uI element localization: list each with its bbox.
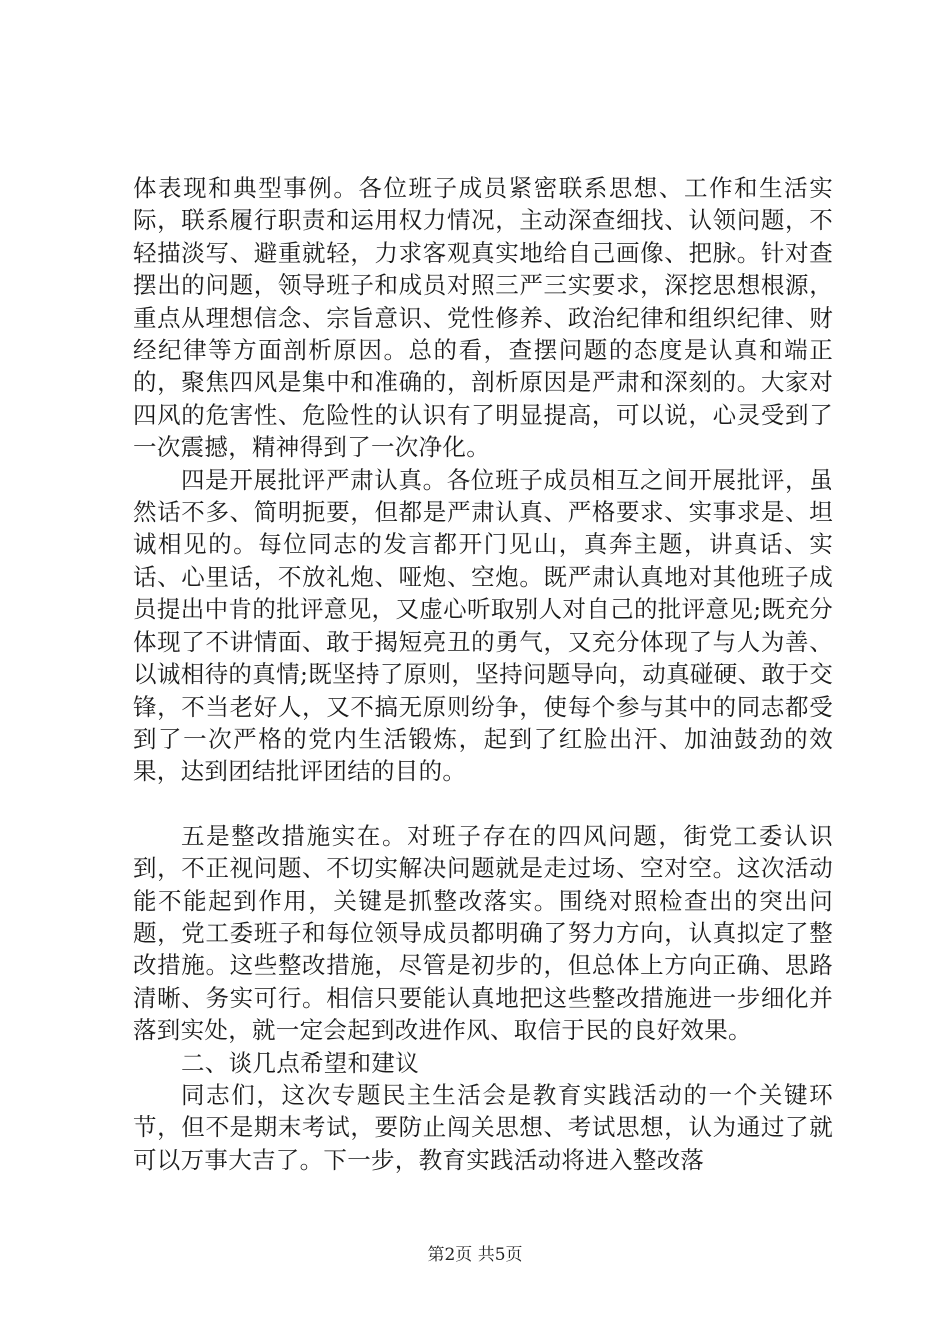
paragraph-criticism: 四是开展批评严肃认真。各位班子成员相互之间开展批评，虽然话不多、简明扼要，但都是严肃认真、严格要求、实事求是、坦诚相见的。每位同志的发言都开门见山，真奔主题，讲真话、实话、心里话，不放礼炮、哑炮、空炮。既严肃认真地对其他班子成员提出中肯的批评意见，又虚心听取别人对自己的批评意见;既充分体现了不讲情面、敢于揭短亮丑的勇气，又充分体现了与人为善、以诚相待的真情;既坚持了原则，坚持问题导向，动真碰硬、敢于交锋，不当老好人，又不搞无原则纷争，使每个参与其中的同志都受到了一次严格的党内生活锻炼，起到了红脸出汗、加油鼓劲的效果，达到团结批评团结的目的。 xyxy=(133,465,833,786)
paragraph-comrades: 同志们，这次专题民主生活会是教育实践活动的一个关键环节，但不是期末考试，要防止闯关思想、考试思想，认为通过了就可以万事大吉了。下一步，教育实践活动将进入整改落 xyxy=(133,1080,833,1174)
section-heading: 二、谈几点希望和建议 xyxy=(181,1048,419,1077)
page-footer: 第2页 共5页 xyxy=(427,1245,523,1265)
paragraph-continuation: 体表现和典型事例。各位班子成员紧密联系思想、工作和生活实际，联系履行职责和运用权力情况，主动深查细找、认领问题，不轻描淡写、避重就轻，力求客观真实地给自己画像、把脉。针对查摆出的问题，领导班子和成员对照三严三实要求，深挖思想根源，重点从理想信念、宗旨意识、党性修养、政治纪律和组织纪律、财经纪律等方面剖析原因。总的看，查摆问题的态度是认真和端正的，聚焦四风是集中和准确的，剖析原因是严肃和深刻的。大家对四风的危害性、危险性的认识有了明显提高，可以说，心灵受到了一次震撼，精神得到了一次净化。 xyxy=(133,174,833,462)
document-body xyxy=(133,172,833,1176)
paragraph-rectification: 五是整改措施实在。对班子存在的四风问题，街党工委认识到，不正视问题、不切实解决问题就是走过场、空对空。这次活动能不能起到作用，关键是抓整改落实。围绕对照检查出的突出问题，党工委班子和每位领导成员都明确了努力方向，认真拟定了整改措施。这些整改措施，尽管是初步的，但总体上方向正确、思路清晰、务实可行。相信只要能认真地把这些整改措施进一步细化并落到实处，就一定会起到改进作风、取信于民的良好效果。 xyxy=(133,821,833,1045)
